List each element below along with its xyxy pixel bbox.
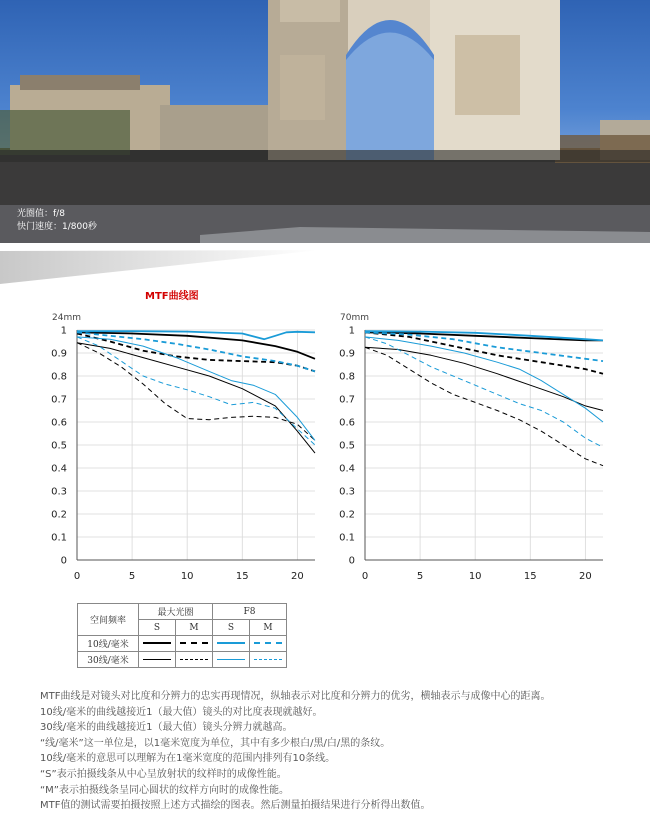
legend-10-f8-s bbox=[213, 636, 250, 652]
legend-row-30: 30线/毫米 bbox=[78, 652, 139, 668]
x-tick-label: 10 bbox=[468, 571, 482, 582]
caption-aperture: 光圈值：f/8 bbox=[17, 209, 65, 219]
legend-header-freq: 空间频率 bbox=[78, 604, 139, 636]
legend-10-max-s bbox=[139, 636, 176, 652]
y-tick-label: 0.2 bbox=[51, 509, 67, 521]
legend-header-max: 最大光圈 bbox=[139, 604, 213, 620]
mtf-series-max-30-S bbox=[365, 347, 603, 410]
desc-line: “线/毫米”这一单位是，以1毫米宽度为单位，其中有多少根白/黑/白/黑的条纹。 bbox=[40, 737, 391, 749]
y-tick-label: 0.3 bbox=[51, 486, 67, 498]
legend-10-max-m bbox=[176, 636, 213, 652]
y-tick-label: 0.9 bbox=[339, 348, 355, 360]
x-tick-label: 20 bbox=[291, 571, 304, 582]
chart-title: 70mm bbox=[340, 313, 369, 323]
mtf-chart-70mm-svg bbox=[328, 304, 618, 589]
mtf-series-max-30-M bbox=[77, 343, 315, 441]
legend-header-f8: F8 bbox=[213, 604, 287, 620]
legend-f8-m: M bbox=[250, 620, 287, 636]
y-tick-label: 0.8 bbox=[339, 371, 355, 383]
x-tick-label: 0 bbox=[361, 571, 369, 582]
x-tick-label: 5 bbox=[416, 571, 424, 582]
mtf-chart-24mm bbox=[40, 304, 330, 593]
desc-line: 10线/毫米的曲线越接近1（最大值）镜头的对比度表现就越好。 bbox=[40, 706, 323, 718]
mtf-legend-table bbox=[77, 603, 287, 668]
mtf-series-max-30-M bbox=[365, 347, 603, 465]
x-tick-label: 0 bbox=[73, 571, 81, 582]
y-tick-label: 0.1 bbox=[339, 532, 355, 544]
y-tick-label: 0.7 bbox=[51, 394, 67, 406]
y-tick-label: 0.2 bbox=[339, 509, 355, 521]
legend-30-f8-s bbox=[213, 652, 250, 668]
desc-line: 30线/毫米的曲线越接近1（最大值）镜头分辨力就越高。 bbox=[40, 722, 293, 734]
arc-de-triomphe-photo bbox=[0, 0, 650, 243]
mtf-description bbox=[40, 689, 640, 814]
legend-30-f8-m bbox=[250, 652, 287, 668]
y-tick-label: 0 bbox=[60, 555, 67, 567]
y-tick-label: 1 bbox=[348, 325, 355, 337]
y-tick-label: 0 bbox=[348, 555, 355, 567]
x-tick-label: 15 bbox=[235, 571, 249, 582]
chart-title: 24mm bbox=[52, 313, 81, 323]
photo-caption bbox=[17, 208, 97, 234]
legend-max-m: M bbox=[176, 620, 213, 636]
legend-30-max-m bbox=[176, 652, 213, 668]
y-tick-label: 1 bbox=[60, 325, 67, 337]
y-tick-label: 0.5 bbox=[339, 440, 355, 452]
desc-line: “S”表示拍摄线条从中心呈放射状的纹样时的成像性能。 bbox=[40, 768, 287, 780]
y-tick-label: 0.6 bbox=[339, 417, 355, 429]
y-tick-label: 0.4 bbox=[51, 463, 67, 475]
legend-row-10: 10线/毫米 bbox=[78, 636, 139, 652]
desc-line: 10线/毫米的意思可以理解为在1毫米宽度的范围内排列有10条线。 bbox=[40, 753, 336, 765]
mtf-series-f8-30-S bbox=[77, 337, 315, 441]
mtf-title: MTF曲线图 bbox=[145, 291, 199, 302]
y-tick-label: 0.8 bbox=[51, 371, 67, 383]
y-tick-label: 0.3 bbox=[339, 486, 355, 498]
y-tick-label: 0.1 bbox=[51, 532, 67, 544]
desc-line: “M”表示拍摄线条呈同心圆状的纹样方向时的成像性能。 bbox=[40, 784, 289, 796]
x-tick-label: 10 bbox=[180, 571, 194, 582]
legend-10-f8-m bbox=[250, 636, 287, 652]
section-divider bbox=[0, 250, 650, 286]
x-tick-label: 20 bbox=[579, 571, 592, 582]
photo-illustration bbox=[0, 0, 650, 243]
legend-max-s: S bbox=[139, 620, 176, 636]
y-tick-label: 0.6 bbox=[51, 417, 67, 429]
y-tick-label: 0.7 bbox=[339, 394, 355, 406]
mtf-chart-24mm-svg bbox=[40, 304, 330, 589]
caption-shutter: 快门速度：1/800秒 bbox=[17, 222, 97, 232]
y-tick-label: 0.5 bbox=[51, 440, 67, 452]
desc-line: MTF值的测试需要拍摄按照上述方式描绘的图表。然后测量拍摄结果进行分析得出数值。 bbox=[40, 800, 431, 812]
x-tick-label: 15 bbox=[523, 571, 537, 582]
mtf-chart-70mm bbox=[328, 304, 618, 593]
y-tick-label: 0.4 bbox=[339, 463, 355, 475]
legend-30-max-s bbox=[139, 652, 176, 668]
x-tick-label: 5 bbox=[128, 571, 136, 582]
desc-line: MTF曲线是对镜头对比度和分辨力的忠实再现情况，纵轴表示对比度和分辨力的优劣，横轴表示与成像中心的距离。 bbox=[40, 691, 551, 702]
legend-f8-s: S bbox=[213, 620, 250, 636]
y-tick-label: 0.9 bbox=[51, 348, 67, 360]
